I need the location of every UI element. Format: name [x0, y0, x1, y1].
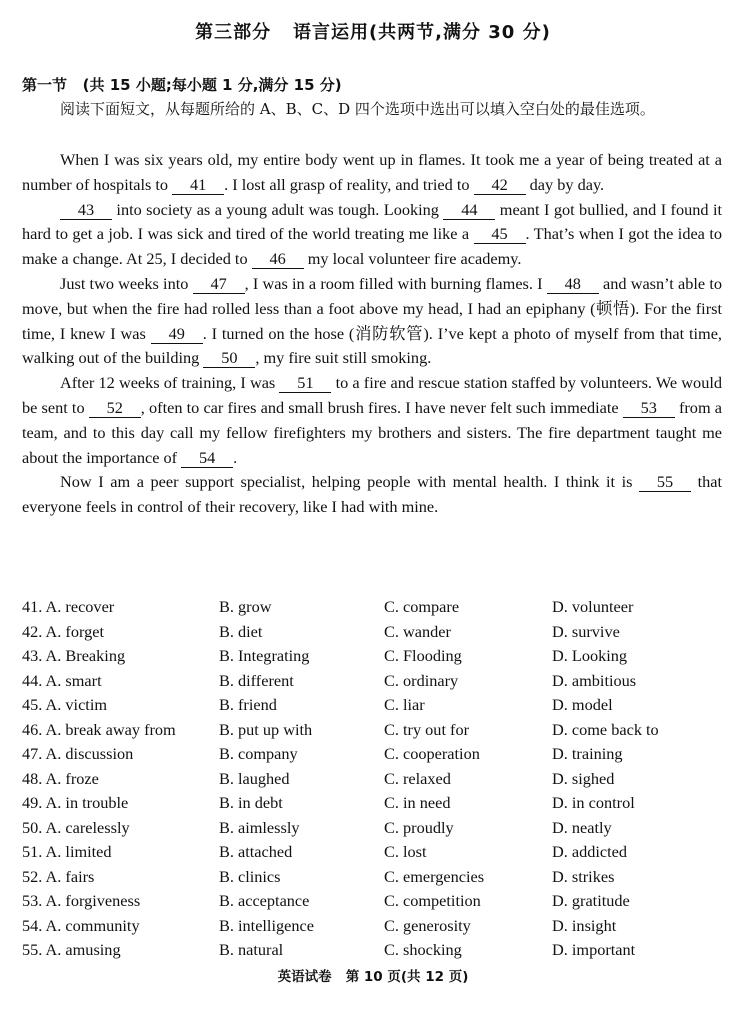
option-row: [22, 938, 732, 963]
blank-42: 42: [474, 176, 526, 195]
blank-46: 46: [252, 250, 304, 269]
option-d: D. model: [552, 695, 613, 714]
blank-53: 53: [623, 399, 675, 418]
option-row: [22, 718, 732, 743]
option-a: 54. A. community: [22, 915, 140, 935]
blank-49: 49: [151, 325, 203, 344]
option-a: 51. A. limited: [22, 842, 112, 861]
option-c: C. shocking: [384, 940, 462, 959]
answer-options: [22, 595, 732, 963]
option-d: D. training: [552, 744, 623, 763]
option-row: [22, 767, 732, 792]
option-b: B. acceptance: [219, 891, 310, 910]
option-a: 52. A. fairs: [22, 866, 95, 886]
option-d: D. gratitude: [552, 891, 630, 910]
option-a: 42. A. forget: [22, 621, 105, 641]
option-a: 55. A. amusing: [22, 940, 121, 959]
option-row: [22, 865, 732, 890]
option-row: [22, 816, 732, 841]
blank-41: 41: [172, 176, 224, 195]
option-b: B. aimlessly: [219, 817, 300, 837]
option-c: C. proudly: [384, 817, 454, 837]
option-row: [22, 840, 732, 865]
blank-48: 48: [547, 275, 599, 294]
paragraph-1: When I was six years old, my entire body went up in flames. It took me a year of being treated at a number of hospitals to 41 . I lost all grasp of reality, and tried to 42 day by day.: [22, 150, 722, 194]
section-heading: 第一节 (共 15 小题;每小题 1 分,满分 15 分): [22, 76, 342, 94]
option-b: B. natural: [219, 940, 284, 959]
paragraph-3: Just two weeks into 47 , I was in a room filled with burning flames. I 48 and wasn’t able to move, but when the fire had rolled less than a foot above my head, I had an epiphany (顿悟). For the first time, I knew I was 49 . I turned on the hose (消防软管). I’ve kept a photo of myself from that time, walking out of the building 50 , my fire suit still smoking.: [22, 273, 723, 368]
option-a: 43. A. Breaking: [22, 646, 126, 665]
option-b: B. friend: [219, 695, 277, 714]
option-b: B. different: [219, 670, 294, 690]
option-c: C. in need: [384, 793, 451, 812]
instructions: 阅读下面短文，从每题所给的 A、B、C、D 四个选项中选出可以填入空白处的最佳选项。: [60, 100, 655, 118]
option-row: [22, 693, 732, 718]
option-b: B. Integrating: [219, 646, 310, 665]
blank-47: 47: [193, 275, 245, 294]
option-a: 49. A. in trouble: [22, 793, 129, 812]
option-a: 44. A. smart: [22, 670, 102, 690]
option-d: D. Looking: [552, 646, 628, 665]
option-b: B. laughed: [219, 768, 290, 788]
option-b: B. attached: [219, 842, 293, 861]
option-a: 45. A. victim: [22, 695, 108, 714]
option-row: [22, 595, 732, 620]
option-d: D. important: [552, 940, 636, 959]
option-a: 47. A. discussion: [22, 744, 134, 763]
option-c: C. relaxed: [384, 768, 451, 788]
option-a: 46. A. break away from: [22, 719, 176, 739]
option-b: B. put up with: [219, 719, 313, 739]
option-b: B. grow: [219, 597, 272, 616]
option-b: B. intelligence: [219, 915, 314, 935]
blank-55: 55: [639, 473, 691, 492]
option-c: C. cooperation: [384, 744, 480, 763]
option-d: D. insight: [552, 915, 617, 935]
option-d: D. in control: [552, 793, 635, 812]
option-d: D. come back to: [552, 719, 659, 739]
part-title: 第三部分 语言运用(共两节,满分 30 分): [195, 22, 551, 43]
option-c: C. try out for: [384, 719, 470, 739]
option-d: D. addicted: [552, 842, 628, 861]
option-row: [22, 914, 732, 939]
page-footer: 英语试卷 第 10 页(共 12 页): [277, 969, 469, 985]
option-b: B. diet: [219, 621, 263, 641]
option-c: C. generosity: [384, 915, 471, 935]
blank-43: 43: [60, 201, 112, 220]
option-row: [22, 889, 732, 914]
paragraph-5: Now I am a peer support specialist, helping people with mental health. I think it is 55 that everyone feels in control of their recovery, like I had with mine.: [22, 472, 723, 517]
option-row: [22, 742, 732, 767]
option-row: [22, 644, 732, 669]
option-d: D. strikes: [552, 866, 615, 886]
option-d: D. survive: [552, 621, 620, 641]
option-b: B. clinics: [219, 866, 281, 886]
option-c: C. wander: [384, 621, 451, 641]
option-row: [22, 620, 732, 645]
option-d: D. neatly: [552, 817, 612, 837]
option-d: D. volunteer: [552, 597, 634, 616]
option-d: D. ambitious: [552, 670, 637, 690]
blank-54: 54: [181, 449, 233, 468]
option-c: C. Flooding: [384, 646, 462, 665]
option-c: C. competition: [384, 891, 481, 910]
option-c: C. ordinary: [384, 670, 459, 690]
paragraph-2: 43 into society as a young adult was tough. Looking 44 meant I got bullied, and I found it hard to get a job. I was sick and tired of the world treating me like a 45 . That’s when I got the idea to make a change. At 25, I decided to 46 my local volunteer fire academy.: [22, 199, 722, 269]
option-b: B. company: [219, 744, 298, 763]
option-a: 41. A. recover: [22, 597, 115, 616]
blank-51: 51: [279, 374, 331, 393]
blank-44: 44: [443, 201, 495, 220]
option-row: [22, 669, 732, 694]
option-c: C. emergencies: [384, 866, 485, 886]
option-a: 48. A. froze: [22, 768, 99, 788]
blank-45: 45: [474, 225, 526, 244]
option-a: 50. A. carelessly: [22, 817, 130, 837]
option-c: C. compare: [384, 597, 460, 616]
option-a: 53. A. forgiveness: [22, 891, 141, 910]
paragraph-4: After 12 weeks of training, I was 51 to a fire and rescue station staffed by volunteers. We would be sent to 52 , often to car fires and small brush fires. I have never felt such immediate 53 from a team, and to this day call my fellow firefighters my brothers and sisters. The fire department taught me about the importance of 54 .: [22, 373, 723, 467]
option-c: C. liar: [384, 695, 425, 714]
blank-50: 50: [203, 349, 255, 368]
option-b: B. in debt: [219, 793, 283, 812]
option-d: D. sighed: [552, 768, 615, 788]
blank-52: 52: [89, 399, 141, 418]
cloze-passage: [22, 148, 722, 520]
option-c: C. lost: [384, 842, 427, 861]
option-row: [22, 791, 732, 816]
